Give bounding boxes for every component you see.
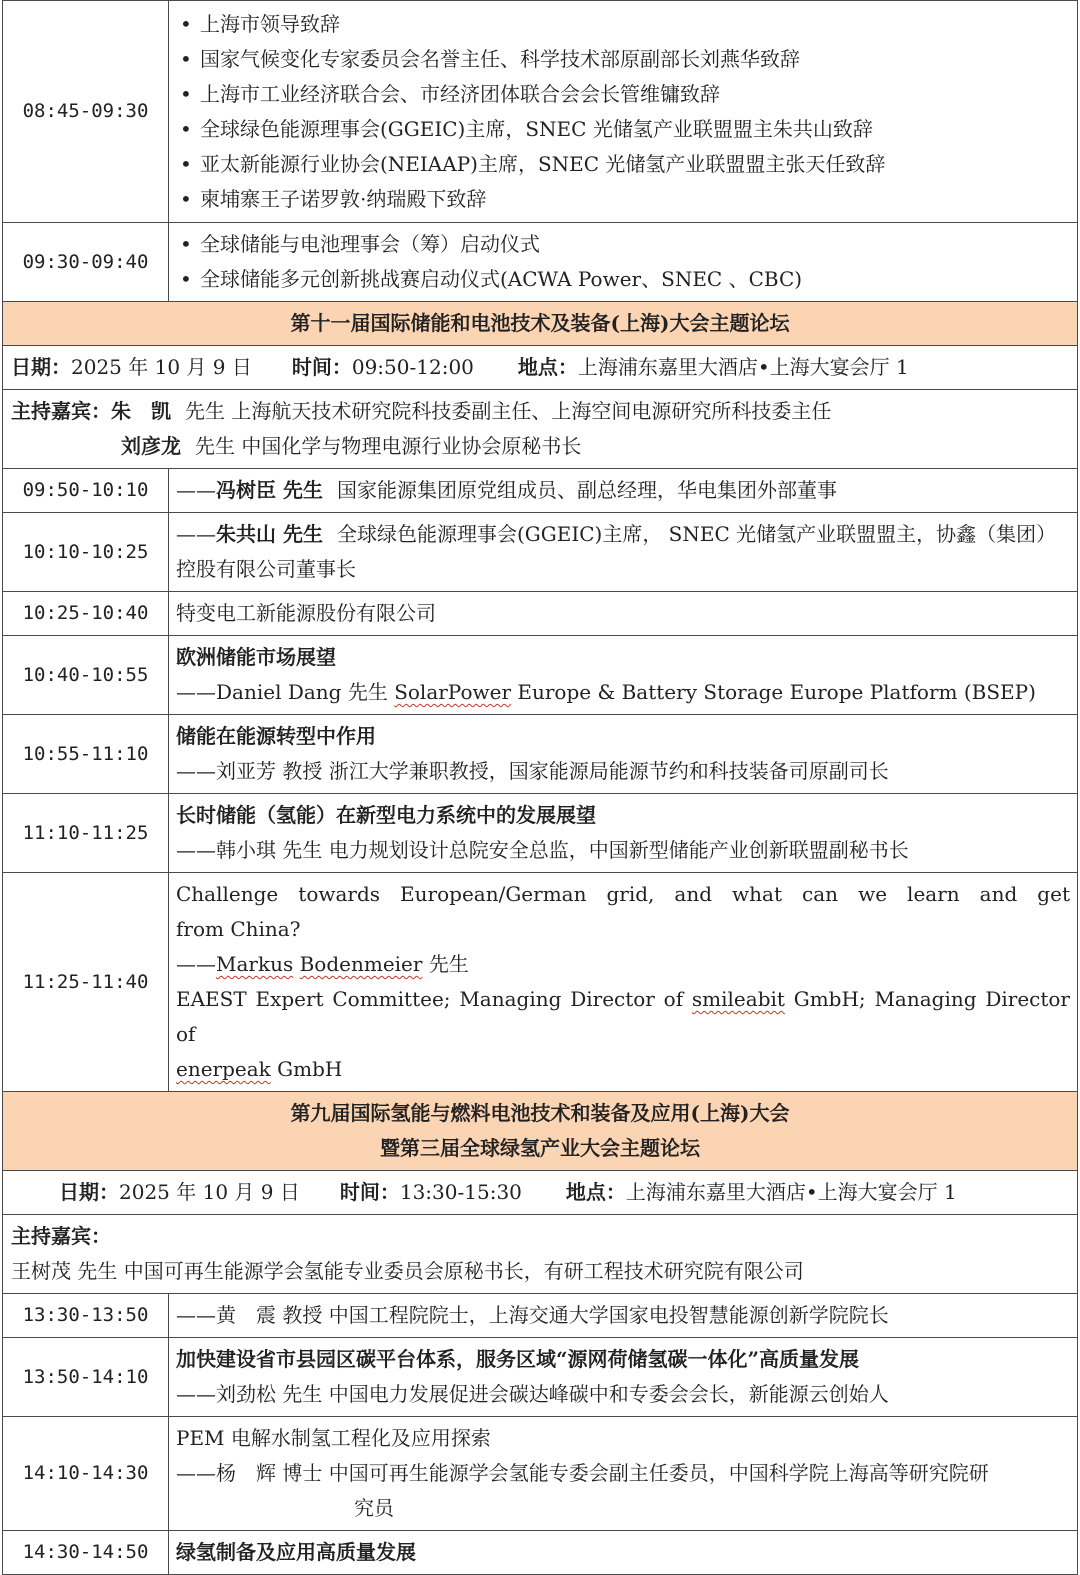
host-desc: 先生 上海航天技术研究院科技委副主任、上海空间电源研究所科技委主任	[185, 399, 832, 423]
host-line: 王树茂 先生 中国可再生能源学会氢能专业委员会原秘书长，有研工程技术研究院有限公司	[11, 1259, 804, 1283]
speaker-name: Markus	[216, 952, 294, 976]
host-row	[3, 390, 1078, 469]
content-cell	[169, 873, 1078, 1092]
table-row	[3, 592, 1078, 636]
host-row	[3, 1215, 1078, 1294]
talk-title: 欧洲储能市场展望	[176, 645, 336, 669]
affiliation: GmbH; Managing Director of	[176, 987, 1070, 1046]
speaker-name: 冯树臣 先生	[216, 478, 323, 502]
content-cell	[169, 636, 1078, 715]
host-label: 主持嘉宾：	[11, 1224, 111, 1248]
time-cell: 14:10-14:30	[3, 1417, 169, 1531]
list-item: • 全球储能多元创新挑战赛启动仪式(ACWA Power、SNEC 、CBC)	[176, 262, 1070, 297]
speaker-line	[176, 947, 1070, 982]
talk-title: 加快建设省市县园区碳平台体系，服务区域“源网荷储氢碳一体化”高质量发展	[176, 1347, 860, 1371]
dash: ——	[176, 522, 216, 546]
talk-title: Challenge towards European/German grid, and what can we learn and get	[176, 882, 1070, 906]
list-item: • 柬埔寨王子诺罗敦·纳瑞殿下致辞	[176, 182, 1070, 217]
forum-title-line: 第九届国际氢能与燃料电池技术和装备及应用(上海)大会	[290, 1101, 790, 1125]
table-row	[3, 223, 1078, 302]
table-row	[3, 715, 1078, 794]
table-row	[3, 1417, 1078, 1531]
table-row	[3, 1294, 1078, 1338]
time-cell: 11:25-11:40	[3, 873, 169, 1092]
time-value: 13:30-15:30	[399, 1180, 522, 1204]
table-row	[3, 636, 1078, 715]
content-cell: ——黄 震 教授 中国工程院院士，上海交通大学国家电投智慧能源创新学院院长	[169, 1294, 1078, 1338]
table-row	[3, 794, 1078, 873]
forum-title: 第十一届国际储能和电池技术及装备(上海)大会主题论坛	[3, 302, 1078, 346]
time-cell: 10:40-10:55	[3, 636, 169, 715]
list-item: • 全球绿色能源理事会(GGEIC)主席，SNEC 光储氢产业联盟盟主朱共山致辞	[176, 112, 1070, 147]
org-name: SolarPower	[394, 680, 512, 704]
list-item: • 上海市工业经济联合会、市经济团体联合会会长管维镛致辞	[176, 77, 1070, 112]
list-item: • 上海市领导致辞	[176, 7, 1070, 42]
date-label: 日期：	[11, 355, 71, 379]
speaker-name: Daniel Dang 先生	[216, 680, 388, 704]
table-row	[3, 873, 1078, 1092]
section-header-row	[3, 302, 1078, 346]
content-cell	[169, 223, 1078, 302]
speaker-desc: 全球绿色能源理事会(GGEIC)主席， SNEC 光储氢产业联盟盟主，协鑫（集团）控股有限公司董事长	[176, 522, 1057, 581]
host-info	[3, 390, 1078, 469]
agenda-table	[2, 0, 1078, 1575]
date-label: 日期：	[59, 1180, 119, 1204]
dash: ——	[176, 478, 216, 502]
table-row	[3, 513, 1078, 592]
affiliation: EAEST Expert Committee; Managing Director of	[176, 987, 684, 1011]
list-item: • 亚太新能源行业协会(NEIAAP)主席，SNEC 光储氢产业联盟盟主张天任致辞	[176, 147, 1070, 182]
time-label: 时间：	[339, 1180, 400, 1204]
content-cell	[169, 513, 1078, 592]
venue-value: 上海浦东嘉里大酒店•上海大宴会厅 1	[625, 1180, 957, 1204]
forum-info	[3, 346, 1078, 390]
list-item: • 全球储能与电池理事会（筹）启动仪式	[176, 227, 1070, 262]
speaker-name: 朱共山 先生	[216, 522, 323, 546]
venue-label: 地点：	[565, 1180, 626, 1204]
content-cell	[169, 469, 1078, 513]
host-name: 朱 凯	[111, 399, 171, 423]
content-cell	[169, 1338, 1078, 1417]
content-cell	[169, 1, 1078, 223]
forum-info	[3, 1171, 1078, 1215]
table-row	[3, 1338, 1078, 1417]
table-row	[3, 469, 1078, 513]
affiliation: smileabit	[691, 987, 785, 1011]
info-row	[3, 1171, 1078, 1215]
host-info	[3, 1215, 1078, 1294]
speaker-line: ——刘亚芳 教授 浙江大学兼职教授，国家能源局能源节约和科技装备司原副司长	[176, 759, 889, 783]
speaker-line: ——刘劲松 先生 中国电力发展促进会碳达峰碳中和专委会会长，新能源云创始人	[176, 1382, 889, 1406]
speaker-desc: 国家能源集团原党组成员、副总经理，华电集团外部董事	[336, 478, 837, 502]
content-cell	[169, 1531, 1078, 1575]
venue-label: 地点：	[517, 355, 578, 379]
time-cell: 09:30-09:40	[3, 223, 169, 302]
talk-title: 储能在能源转型中作用	[176, 724, 376, 748]
date-value: 2025 年 10 月 9 日	[71, 355, 252, 379]
affiliation-line	[176, 982, 1070, 1052]
affiliation-line	[176, 1052, 1070, 1087]
bullet-list	[176, 7, 1070, 217]
affiliation: GmbH	[277, 1057, 343, 1081]
time-cell: 10:10-10:25	[3, 513, 169, 592]
content-cell	[169, 715, 1078, 794]
talk-title: 长时储能（氢能）在新型电力系统中的发展展望	[176, 803, 596, 827]
speaker-title: 先生	[428, 952, 469, 976]
bullet-list	[176, 227, 1070, 297]
forum-title	[3, 1092, 1078, 1171]
content-cell	[169, 794, 1078, 873]
host-name: 刘彦龙	[121, 434, 181, 458]
org-name: Europe & Battery Storage Europe Platform (BSEP)	[517, 680, 1036, 704]
info-row	[3, 346, 1078, 390]
time-cell: 13:50-14:10	[3, 1338, 169, 1417]
speaker-line-cont: 究员	[354, 1496, 394, 1520]
speaker-line: ——韩小琪 先生 电力规划设计总院安全总监，中国新型储能产业创新联盟副秘书长	[176, 838, 909, 862]
speaker-name: Bodenmeier	[299, 952, 423, 976]
time-cell: 11:10-11:25	[3, 794, 169, 873]
table-row	[3, 1531, 1078, 1575]
time-cell: 14:30-14:50	[3, 1531, 169, 1575]
time-cell: 10:55-11:10	[3, 715, 169, 794]
time-value: 09:50-12:00	[351, 355, 474, 379]
table-row	[3, 1, 1078, 223]
host-desc: 先生 中国化学与物理电源行业协会原秘书长	[195, 434, 582, 458]
time-cell: 08:45-09:30	[3, 1, 169, 223]
content-cell	[169, 1417, 1078, 1531]
talk-title: PEM 电解水制氢工程化及应用探索	[176, 1426, 491, 1450]
host-label: 主持嘉宾：	[11, 399, 111, 423]
section-header-row	[3, 1092, 1078, 1171]
dash: ——	[176, 680, 216, 704]
content-cell: 特变电工新能源股份有限公司	[169, 592, 1078, 636]
dash: ——	[176, 952, 216, 976]
venue-value: 上海浦东嘉里大酒店•上海大宴会厅 1	[577, 355, 909, 379]
time-cell: 10:25-10:40	[3, 592, 169, 636]
talk-title: from China?	[176, 917, 301, 941]
list-item: • 国家气候变化专家委员会名誉主任、科学技术部原副部长刘燕华致辞	[176, 42, 1070, 77]
forum-title-line: 暨第三届全球绿氢产业大会主题论坛	[380, 1136, 700, 1160]
time-cell: 13:30-13:50	[3, 1294, 169, 1338]
time-cell: 09:50-10:10	[3, 469, 169, 513]
talk-title: 绿氢制备及应用高质量发展	[176, 1540, 416, 1564]
speaker-line	[176, 675, 1070, 710]
date-value: 2025 年 10 月 9 日	[119, 1180, 300, 1204]
speaker-line: ——杨 辉 博士 中国可再生能源学会氢能专委会副主任委员，中国科学院上海高等研究院研	[176, 1461, 989, 1485]
time-label: 时间：	[291, 355, 352, 379]
affiliation: enerpeak	[176, 1057, 271, 1081]
